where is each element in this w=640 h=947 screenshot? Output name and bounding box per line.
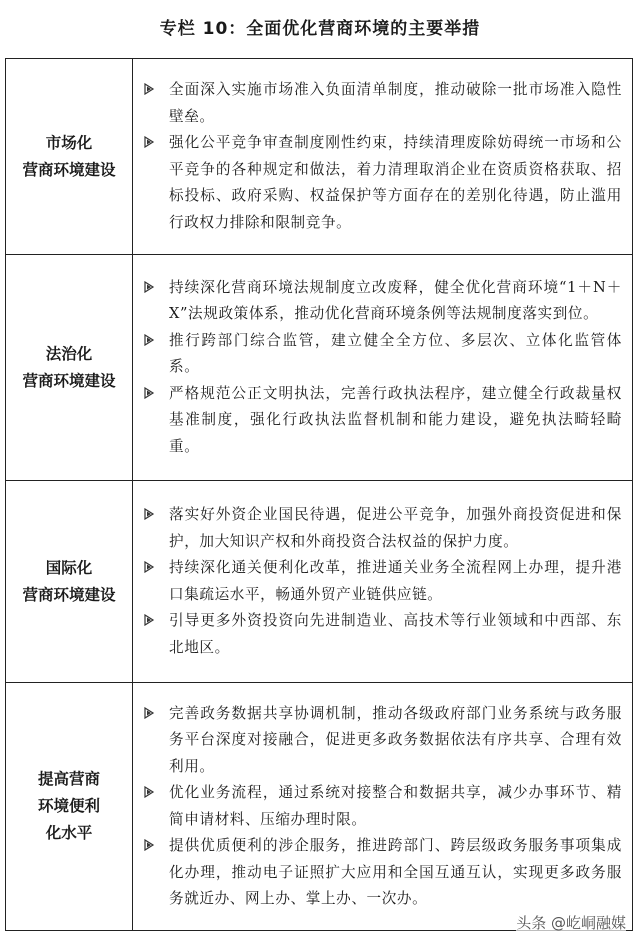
category-label: 法治化 xyxy=(45,344,93,363)
measures-cell xyxy=(133,683,633,931)
measure-item xyxy=(143,77,622,130)
measure-text: 持续深化营商环境法规制度立改废释，健全优化营商环境“1＋N＋X”法规政策体系，推动优化营商环境条例等法规制度落实到位。 xyxy=(169,278,622,323)
watermark: 头条 @屹峒融媒 xyxy=(516,914,626,932)
measures-cell xyxy=(133,59,633,255)
diamond-bullet-icon xyxy=(143,608,169,635)
measures-cell xyxy=(133,481,633,683)
measure-item xyxy=(143,701,622,781)
measure-text: 引导更多外资投资向先进制造业、高技术等行业领域和中西部、东北地区。 xyxy=(169,612,622,656)
measure-text: 完善政务数据共享协调机制，推动各级政府部门业务系统与政务服务平台深度对接融合，促进更多政务数据依法有序共享、合理有效利用。 xyxy=(169,704,622,775)
measure-text: 持续深化通关便利化改革，推进通关业务全流程网上办理，提升港口集疏运水平，畅通外贸产业链供应链。 xyxy=(169,559,622,603)
category-label: 营商环境建设 xyxy=(22,371,116,390)
measure-text: 优化业务流程，通过系统对接整合和数据共享，减少办事环节、精简申请材料、压缩办理时限。 xyxy=(169,784,622,828)
measure-item xyxy=(143,502,622,555)
measure-item xyxy=(143,381,622,461)
measure-item xyxy=(143,275,622,328)
page-title: 专栏 10：全面优化营商环境的主要举措 xyxy=(159,19,481,39)
measures-cell xyxy=(133,255,633,481)
measure-item xyxy=(143,555,622,608)
measure-item xyxy=(143,833,622,913)
measure-text: 落实好外资企业国民待遇，促进公平竞争，加强外商投资促进和保护，加大知识产权和外商投资合法权益的保护力度。 xyxy=(169,506,622,550)
category-label: 提高营商 xyxy=(37,770,100,788)
category-cell xyxy=(6,59,133,255)
diamond-bullet-icon xyxy=(143,275,169,302)
table-row xyxy=(6,255,633,481)
diamond-bullet-icon xyxy=(143,502,169,529)
measure-text: 推行跨部门综合监管，建立健全全方位、多层次、立体化监管体系。 xyxy=(169,331,622,376)
table-row xyxy=(6,683,633,931)
measures-table-body xyxy=(6,59,633,931)
category-label: 营商环境建设 xyxy=(22,585,116,604)
measures-table xyxy=(5,58,633,931)
measure-item xyxy=(143,130,622,236)
category-label: 市场化 xyxy=(45,133,93,152)
measure-item xyxy=(143,780,622,833)
table-row xyxy=(6,59,633,255)
table-row xyxy=(6,481,633,683)
diamond-bullet-icon xyxy=(143,130,169,157)
diamond-bullet-icon xyxy=(143,701,169,728)
measure-text: 全面深入实施市场准入负面清单制度，推动破除一批市场准入隐性壁垒。 xyxy=(169,81,622,125)
diamond-bullet-icon xyxy=(143,780,169,807)
measure-text: 严格规范公正文明执法，完善行政执法程序，建立健全行政裁量权基准制度，强化行政执法监督机制和能力建设，避免执法畸轻畸重。 xyxy=(169,384,622,455)
diamond-bullet-icon xyxy=(143,328,169,355)
measure-text: 强化公平竞争审查制度刚性约束，持续清理废除妨碍统一市场和公平竞争的各种规定和做法，着力清理取消企业在资质资格获取、招标投标、政府采购、权益保护等方面存在的差别化待遇，防止滥用行政权力排除和限制竞争。 xyxy=(169,134,622,231)
category-label: 营商环境建设 xyxy=(22,160,116,179)
category-label: 国际化 xyxy=(45,558,93,577)
category-cell xyxy=(6,255,133,481)
category-label: 化水平 xyxy=(45,824,93,842)
measure-text: 提供优质便利的涉企服务，推进跨部门、跨层级政务服务事项集成化办理，推动电子证照扩大应用和全国互通互认，实现更多政务服务就近办、网上办、掌上办、一次办。 xyxy=(169,837,622,907)
measure-item xyxy=(143,328,622,381)
measure-item xyxy=(143,608,622,661)
diamond-bullet-icon xyxy=(143,555,169,582)
diamond-bullet-icon xyxy=(143,833,169,860)
diamond-bullet-icon xyxy=(143,381,169,408)
category-cell xyxy=(6,683,133,931)
category-label: 环境便利 xyxy=(37,797,100,815)
category-cell xyxy=(6,481,133,683)
diamond-bullet-icon xyxy=(143,77,169,104)
